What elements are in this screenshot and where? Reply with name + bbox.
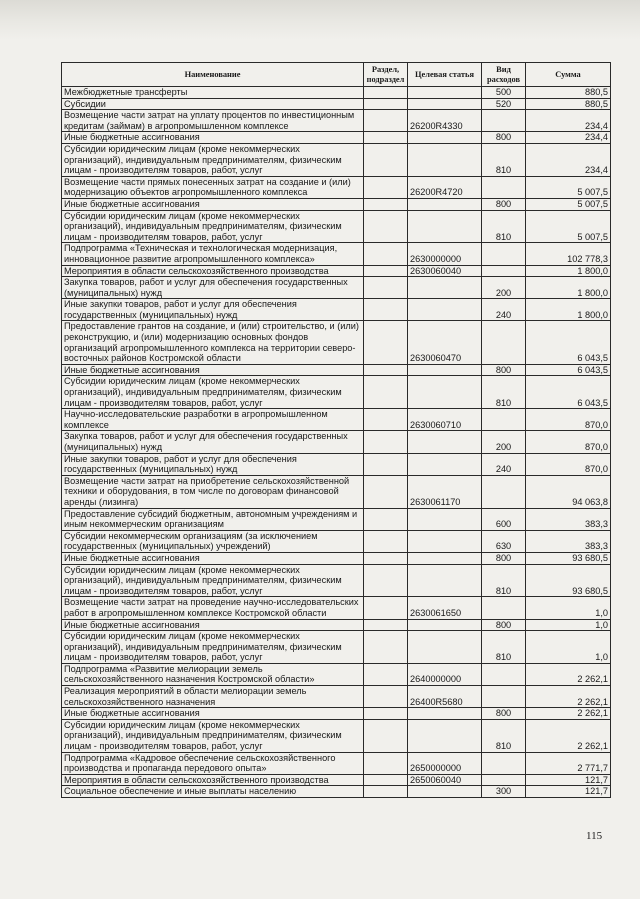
row-section (364, 475, 408, 508)
row-section (364, 243, 408, 265)
row-type: 800 (482, 619, 526, 631)
row-sum: 5 007,5 (526, 176, 611, 198)
row-sum: 2 262,1 (526, 708, 611, 720)
row-sum: 2 262,1 (526, 686, 611, 708)
row-type (482, 663, 526, 685)
row-article: 2630060040 (408, 265, 482, 277)
row-section (364, 619, 408, 631)
table-row (62, 564, 611, 597)
row-article (408, 210, 482, 243)
row-name: Субсидии юридическим лицам (кроме некоммерческих организаций), индивидуальным предпринимателям, физическим лицам - производителям товаров, работ, услуг (62, 631, 364, 664)
row-section (364, 110, 408, 132)
row-name: Закупка товаров, работ и услуг для обеспечения государственных (муниципальных) нужд (62, 431, 364, 453)
table-row (62, 708, 611, 720)
header-section: Раздел, подраздел (364, 63, 408, 87)
row-type (482, 243, 526, 265)
row-sum: 6 043,5 (526, 364, 611, 376)
row-section (364, 176, 408, 198)
table-row (62, 719, 611, 752)
row-name: Научно-исследовательские разработки в агропромышленном комплексе (62, 409, 364, 431)
row-type: 810 (482, 564, 526, 597)
row-type: 630 (482, 530, 526, 552)
row-section (364, 364, 408, 376)
row-type: 810 (482, 143, 526, 176)
table-row (62, 631, 611, 664)
row-name: Мероприятия в области сельскохозяйственного производства (62, 265, 364, 277)
row-sum: 870,0 (526, 453, 611, 475)
table-row (62, 619, 611, 631)
row-type: 500 (482, 87, 526, 99)
row-sum: 2 262,1 (526, 719, 611, 752)
row-type: 810 (482, 210, 526, 243)
table-row (62, 786, 611, 798)
row-article (408, 508, 482, 530)
table-row (62, 431, 611, 453)
row-article: 2630060710 (408, 409, 482, 431)
table-row (62, 299, 611, 321)
row-sum: 870,0 (526, 409, 611, 431)
row-name: Субсидии юридическим лицам (кроме некоммерческих организаций), индивидуальным предпринимателям, физическим лицам - производителям товаров, работ, услуг (62, 564, 364, 597)
row-article: 2640000000 (408, 663, 482, 685)
table-row (62, 277, 611, 299)
row-section (364, 132, 408, 144)
table-row (62, 686, 611, 708)
row-type (482, 752, 526, 774)
row-article (408, 719, 482, 752)
page-number: 115 (586, 830, 603, 842)
row-article (408, 786, 482, 798)
row-sum: 234,4 (526, 132, 611, 144)
row-article: 2630061170 (408, 475, 482, 508)
row-section (364, 719, 408, 752)
scan-shadow (0, 0, 640, 40)
row-sum: 1,0 (526, 597, 611, 619)
row-type: 800 (482, 198, 526, 210)
header-sum: Сумма (526, 63, 611, 87)
row-name: Предоставление субсидий бюджетным, автономным учреждениям и иным некоммерческим организациям (62, 508, 364, 530)
row-sum: 880,5 (526, 87, 611, 99)
table-row (62, 110, 611, 132)
row-article (408, 530, 482, 552)
row-article (408, 198, 482, 210)
row-section (364, 265, 408, 277)
row-name: Мероприятия в области сельскохозяйственного производства (62, 774, 364, 786)
row-type: 520 (482, 98, 526, 110)
row-type: 200 (482, 431, 526, 453)
row-sum: 5 007,5 (526, 210, 611, 243)
row-type: 800 (482, 132, 526, 144)
row-section (364, 321, 408, 364)
table-body (62, 87, 611, 798)
row-sum: 121,7 (526, 786, 611, 798)
row-type (482, 409, 526, 431)
table-row (62, 321, 611, 364)
row-sum: 2 262,1 (526, 663, 611, 685)
row-section (364, 597, 408, 619)
table-row (62, 552, 611, 564)
row-article: 26400R5680 (408, 686, 482, 708)
row-article: 26200R4330 (408, 110, 482, 132)
row-name: Субсидии (62, 98, 364, 110)
row-type (482, 475, 526, 508)
row-article (408, 453, 482, 475)
row-type: 240 (482, 453, 526, 475)
table-row (62, 98, 611, 110)
row-article (408, 552, 482, 564)
row-sum: 880,5 (526, 98, 611, 110)
table-row (62, 530, 611, 552)
row-type (482, 110, 526, 132)
row-sum: 5 007,5 (526, 198, 611, 210)
row-name: Иные бюджетные ассигнования (62, 708, 364, 720)
row-name: Субсидии юридическим лицам (кроме некоммерческих организаций), индивидуальным предпринимателям, физическим лицам - производителям товаров, работ, услуг (62, 210, 364, 243)
row-type (482, 265, 526, 277)
budget-table (61, 62, 611, 798)
row-sum: 94 063,8 (526, 475, 611, 508)
row-name: Подпрограмма «Развитие мелиорации земель сельскохозяйственного назначения Костромской области» (62, 663, 364, 685)
table-row (62, 87, 611, 99)
row-section (364, 686, 408, 708)
row-article (408, 619, 482, 631)
table-row (62, 376, 611, 409)
row-name: Иные бюджетные ассигнования (62, 364, 364, 376)
row-article: 2630000000 (408, 243, 482, 265)
row-name: Возмещение части прямых понесенных затрат на создание и (или) модернизацию объектов агропромышленного комплекса (62, 176, 364, 198)
row-sum: 870,0 (526, 431, 611, 453)
row-name: Подпрограмма «Кадровое обеспечение сельскохозяйственного производства и пропаганда передового опыта» (62, 752, 364, 774)
row-type: 800 (482, 708, 526, 720)
row-section (364, 774, 408, 786)
table-row (62, 364, 611, 376)
row-name: Субсидии некоммерческим организациям (за исключением государственных (муниципальных) учреждений) (62, 530, 364, 552)
table-row (62, 243, 611, 265)
row-type: 810 (482, 631, 526, 664)
row-sum: 383,3 (526, 530, 611, 552)
row-type: 200 (482, 277, 526, 299)
row-section (364, 564, 408, 597)
row-name: Субсидии юридическим лицам (кроме некоммерческих организаций), индивидуальным предпринимателям, физическим лицам - производителям товаров, работ, услуг (62, 376, 364, 409)
row-section (364, 631, 408, 664)
row-name: Межбюджетные трансферты (62, 87, 364, 99)
row-name: Иные бюджетные ассигнования (62, 198, 364, 210)
row-article: 26200R4720 (408, 176, 482, 198)
row-name: Подпрограмма «Техническая и технологическая модернизация, инновационное развитие агропромышленного комплекса» (62, 243, 364, 265)
row-article: 2630060470 (408, 321, 482, 364)
row-section (364, 409, 408, 431)
row-section (364, 198, 408, 210)
row-section (364, 376, 408, 409)
row-section (364, 98, 408, 110)
row-article (408, 364, 482, 376)
header-type: Вид расходов (482, 63, 526, 87)
row-sum: 383,3 (526, 508, 611, 530)
row-type: 800 (482, 364, 526, 376)
row-article (408, 708, 482, 720)
row-section (364, 210, 408, 243)
row-type: 810 (482, 719, 526, 752)
row-article (408, 376, 482, 409)
row-name: Субсидии юридическим лицам (кроме некоммерческих организаций), индивидуальным предпринимателям, физическим лицам - производителям товаров, работ, услуг (62, 143, 364, 176)
row-name: Возмещение части затрат на уплату процентов по инвестиционным кредитам (займам) в агропромышленном комплексе (62, 110, 364, 132)
row-article (408, 143, 482, 176)
row-section (364, 431, 408, 453)
table-header-row (62, 63, 611, 87)
row-name: Закупка товаров, работ и услуг для обеспечения государственных (муниципальных) нужд (62, 277, 364, 299)
row-sum: 1,0 (526, 631, 611, 664)
row-section (364, 708, 408, 720)
row-section (364, 508, 408, 530)
row-section (364, 87, 408, 99)
row-article (408, 564, 482, 597)
row-article (408, 277, 482, 299)
row-type (482, 774, 526, 786)
row-name: Иные бюджетные ассигнования (62, 619, 364, 631)
row-sum: 2 771,7 (526, 752, 611, 774)
row-section (364, 786, 408, 798)
row-name: Иные бюджетные ассигнования (62, 132, 364, 144)
header-article: Целевая статья (408, 63, 482, 87)
row-sum: 93 680,5 (526, 564, 611, 597)
row-name: Реализация мероприятий в области мелиорации земель сельскохозяйственного назначения (62, 686, 364, 708)
row-sum: 1 800,0 (526, 299, 611, 321)
row-article (408, 299, 482, 321)
row-article (408, 431, 482, 453)
row-name: Возмещение части затрат на приобретение сельскохозяйственной техники и оборудования, в том числе по договорам финансовой аренды (лизинга) (62, 475, 364, 508)
table-row (62, 198, 611, 210)
row-name: Социальное обеспечение и иные выплаты населению (62, 786, 364, 798)
table-row (62, 752, 611, 774)
table-row (62, 663, 611, 685)
row-name: Иные закупки товаров, работ и услуг для обеспечения государственных (муниципальных) нужд (62, 299, 364, 321)
row-name: Предоставление грантов на создание, и (или) строительство, и (или) реконструкцию, и (или) модернизацию основных фондов организаций агропромышленного комплекса на территории северо-восточных районов Костромской области (62, 321, 364, 364)
row-type: 600 (482, 508, 526, 530)
row-sum: 93 680,5 (526, 552, 611, 564)
row-article: 2650060040 (408, 774, 482, 786)
table-row (62, 453, 611, 475)
row-sum: 1 800,0 (526, 277, 611, 299)
row-name: Субсидии юридическим лицам (кроме некоммерческих организаций), индивидуальным предпринимателям, физическим лицам - производителям товаров, работ, услуг (62, 719, 364, 752)
row-section (364, 277, 408, 299)
row-sum: 1 800,0 (526, 265, 611, 277)
row-type (482, 321, 526, 364)
row-section (364, 552, 408, 564)
row-type (482, 176, 526, 198)
row-sum: 234,4 (526, 143, 611, 176)
table-row (62, 475, 611, 508)
row-section (364, 143, 408, 176)
row-section (364, 752, 408, 774)
row-sum: 6 043,5 (526, 376, 611, 409)
table-row (62, 409, 611, 431)
table-row (62, 508, 611, 530)
row-sum: 102 778,3 (526, 243, 611, 265)
row-article (408, 631, 482, 664)
row-type: 800 (482, 552, 526, 564)
row-sum: 6 043,5 (526, 321, 611, 364)
row-article: 2650000000 (408, 752, 482, 774)
row-type: 300 (482, 786, 526, 798)
row-sum: 121,7 (526, 774, 611, 786)
table-row (62, 210, 611, 243)
table-row (62, 132, 611, 144)
row-section (364, 663, 408, 685)
table-row (62, 265, 611, 277)
table-row (62, 143, 611, 176)
row-type (482, 597, 526, 619)
row-name: Иные бюджетные ассигнования (62, 552, 364, 564)
row-sum: 234,4 (526, 110, 611, 132)
header-name: Наименование (62, 63, 364, 87)
row-section (364, 453, 408, 475)
row-name: Иные закупки товаров, работ и услуг для обеспечения государственных (муниципальных) нужд (62, 453, 364, 475)
row-sum: 1,0 (526, 619, 611, 631)
row-name: Возмещение части затрат на проведение научно-исследовательских работ в агропромышленном комплексе Костромской области (62, 597, 364, 619)
row-article: 2630061650 (408, 597, 482, 619)
row-type: 810 (482, 376, 526, 409)
table-row (62, 176, 611, 198)
row-article (408, 87, 482, 99)
row-type (482, 686, 526, 708)
row-article (408, 98, 482, 110)
row-article (408, 132, 482, 144)
row-type: 240 (482, 299, 526, 321)
row-section (364, 530, 408, 552)
table-row (62, 774, 611, 786)
table-row (62, 597, 611, 619)
row-section (364, 299, 408, 321)
